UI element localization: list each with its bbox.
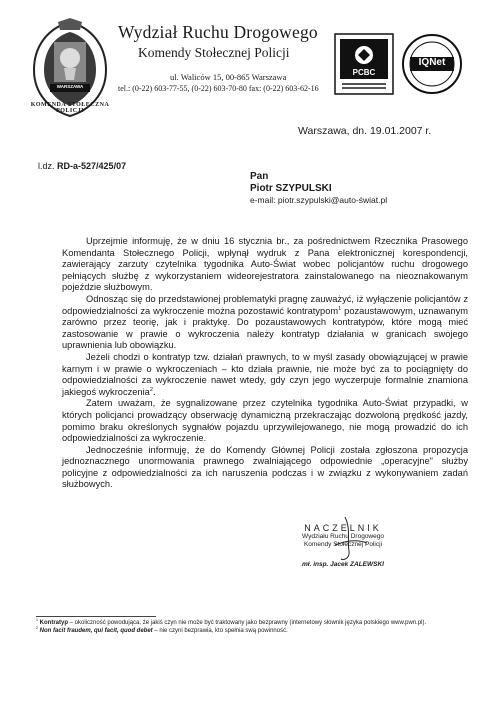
recipient-salutation: Pan [250, 171, 269, 182]
body-paragraph-4: Zatem uważam, że sygnalizowane przez czytelnika tygodnika Auto-Świat przypadki, w których policjanci prowadzący obserwację dynamiczną przekraczając dozwoloną prędkość jazdy, pomimo braku określonych sygnałów pojazdu uprzywilejowanego, nie mogą prowadzić do ich odpowiedzialności za wykroczenie. [62, 398, 468, 444]
body-paragraph-5: Jednocześnie informuję, że do Komendy Głównej Policji została zgłoszona propozycja jednoznacznego unormowania prawnego zwalniającego odpowiednie „operacyjne” służby policyjne z odpowiedzialności za ich naruszenia podczas i w związku z wykonywaniem zadań służbowych. [62, 444, 468, 490]
svg-text:PCBC: PCBC [352, 68, 376, 77]
crest-ring-text: KOMENDA STOŁECZNA POLICJI [30, 102, 110, 114]
p2-text-a: Odnosząc się do przedstawionej problematyki pragnę zauważyć, iż wyłączenie policjantów z odpowiedzialności za wykroczenie można pozostawić kontratypom [62, 293, 468, 316]
signature-dept: Wydziału Ruchu Drogowego [302, 533, 384, 540]
recipient-name: Piotr SZYPULSKI [250, 183, 332, 194]
pca-certificate-icon [334, 33, 394, 95]
signature-title: NACZELNIK [304, 523, 382, 533]
iqnet-label: IQNet [418, 57, 446, 68]
body-paragraph-1: Uprzejmie informuję, że w dniu 16 stycznia br., za pośrednictwem Rzecznika Prasowego Komendanta Stołecznego Policji, wpłynął wydruk z Pana elektronicznej korespondencji, zawierający zarzuty czytelnika tygodnika Auto-Świat wobec policjantów ruchu drogowego pełniących służbę z wykorzystaniem wideorejestratora zainstalowanego na nieoznakowanym pojeździe służbowym. [62, 236, 468, 293]
signature-name: mł. insp. Jacek ZALEWSKI [302, 561, 384, 568]
place-and-date: Warszawa, dn. 19.01.2007 r. [298, 125, 432, 137]
footnote-1 [36, 619, 476, 627]
crest-banner-text: WARSZAWA [56, 84, 84, 89]
footnote-ref-1: 1 [338, 305, 342, 312]
body-paragraph-2 [62, 294, 468, 352]
p2-text-b: pozaustawowym, uznawanym zarówno przez teorię, jak i praktykę. Do pozaustawowych kontratypów, które mogą mieć zastosowanie w prawie o wykroczenia należy kontratyp działania w granicach swojego uprawnienia lub obowiązku. [62, 305, 468, 351]
footnote-1-text: – okoliczność powodująca, że jakiś czyn nie może być traktowany jako bezprawny (internetowy słownik języka polskiego www.pwn.pl). [68, 620, 427, 626]
org-subtitle: Komendy Stołecznej Policji [138, 45, 290, 60]
footnote-divider [36, 616, 156, 617]
org-phones: tel.: (0-22) 603-77-55, (0-22) 603-70-80 fax: (0-22) 603-62-16 [118, 84, 319, 93]
letter-body [62, 236, 468, 491]
org-title: Wydział Ruchu Drogowego [118, 22, 318, 42]
footnote-1-term: Kontratyp [39, 620, 69, 626]
footnote-2 [36, 627, 476, 635]
p3-text-a: Jeżeli chodzi o kontratyp tzw. działań prawnych, to w myśl zasady obowiązującej w prawie karnym i w prawie o wykroczeniach – kto działa prawnie, nie może być za to pociągnięty do odpowiedzialności za wykroczenie nawet wtedy, gdy czyn jego wyczerpuje formalnie znamiona jakiegoś wykroczenia [62, 351, 468, 397]
footnote-2-term: Non facit fraudem, qui facit, quod debet [39, 628, 153, 634]
reference-number [38, 161, 126, 171]
footnotes [36, 619, 476, 635]
footnote-ref-2: 2 [149, 386, 153, 393]
signature-block [288, 523, 398, 568]
org-address: ul. Waliców 15, 00-865 Warszawa [170, 72, 287, 82]
reference-value: RD-a-527/425/07 [57, 161, 127, 171]
reference-prefix: l.dz. [38, 161, 55, 171]
signature-unit: Komendy Stołecznej Policji [303, 541, 383, 548]
footnote-2-text: – nie czyni bezprawia, kto spełnia swą powinność. [152, 628, 288, 634]
footnote-1-num: 1 [36, 618, 38, 622]
footnote-2-num: 2 [36, 626, 38, 630]
body-paragraph-3 [62, 352, 468, 398]
p3-text-b: . [152, 386, 156, 397]
recipient-email: e-mail: piotr.szypulski@auto-świat.pl [250, 195, 388, 205]
